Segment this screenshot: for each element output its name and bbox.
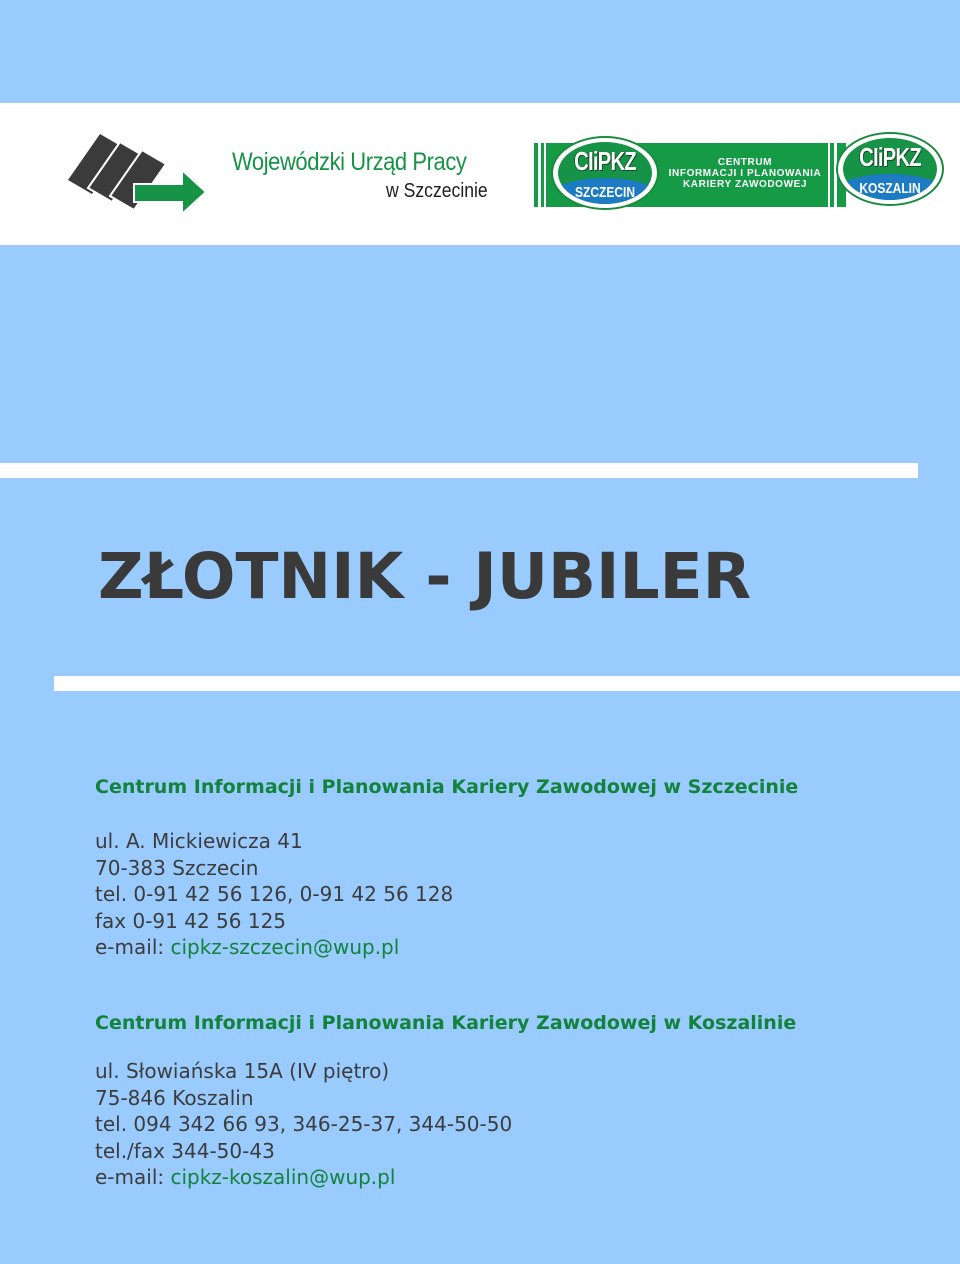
- koszalin-heading: Centrum Informacji i Planowania Kariery Zawodowej w Koszalinie: [95, 1012, 797, 1034]
- title-bar-top: [0, 463, 918, 478]
- email-label: e-mail:: [95, 1165, 171, 1189]
- koszalin-tel: tel. 094 342 66 93, 346-25-37, 344-50-50: [95, 1112, 513, 1136]
- szczecin-street: ul. A. Mickiewicza 41: [95, 829, 303, 853]
- szczecin-address: [95, 828, 453, 961]
- badge-name: CIiPKZ: [574, 146, 636, 176]
- szczecin-email-line: [95, 934, 453, 961]
- koszalin-address: [95, 1058, 512, 1191]
- szczecin-heading: Centrum Informacji i Planowania Kariery Zawodowej w Szczecinie: [95, 776, 799, 798]
- badge-city: KOSZALIN: [859, 180, 921, 197]
- cipkz-center-text: [660, 157, 830, 190]
- title-bar-bottom: [54, 676, 960, 691]
- wup-subtitle: w Szczecinie: [386, 180, 488, 202]
- page-title: ZŁOTNIK - JUBILER: [98, 540, 752, 613]
- badge-city: SZCZECIN: [575, 184, 635, 201]
- szczecin-email-link[interactable]: cipkz-szczecin@wup.pl: [170, 935, 400, 959]
- cipkz-line-3: KARIERY ZAWODOWEJ: [682, 179, 808, 190]
- cipkz-line-1: CENTRUM: [717, 157, 773, 168]
- koszalin-email-line: [95, 1164, 512, 1191]
- koszalin-email-link[interactable]: cipkz-koszalin@wup.pl: [170, 1165, 396, 1189]
- wup-logo-icon: [64, 130, 209, 220]
- badge-name: CIiPKZ: [859, 142, 921, 172]
- email-label: e-mail:: [95, 935, 171, 959]
- szczecin-tel: tel. 0-91 42 56 126, 0-91 42 56 128: [95, 882, 454, 906]
- koszalin-street: ul. Słowiańska 15A (IV piętro): [95, 1059, 390, 1083]
- szczecin-city: 70-383 Szczecin: [95, 855, 259, 880]
- koszalin-fax: tel./fax 344-50-43: [95, 1138, 275, 1163]
- szczecin-fax: fax 0-91 42 56 125: [95, 908, 287, 933]
- cipkz-line-2: INFORMACJI I PLANOWANIA: [668, 168, 822, 179]
- wup-title: Wojewódzki Urząd Pracy: [232, 148, 467, 176]
- koszalin-city: 75-846 Koszalin: [95, 1085, 254, 1110]
- badge-koszalin: [836, 132, 944, 206]
- badge-szczecin: [551, 136, 659, 210]
